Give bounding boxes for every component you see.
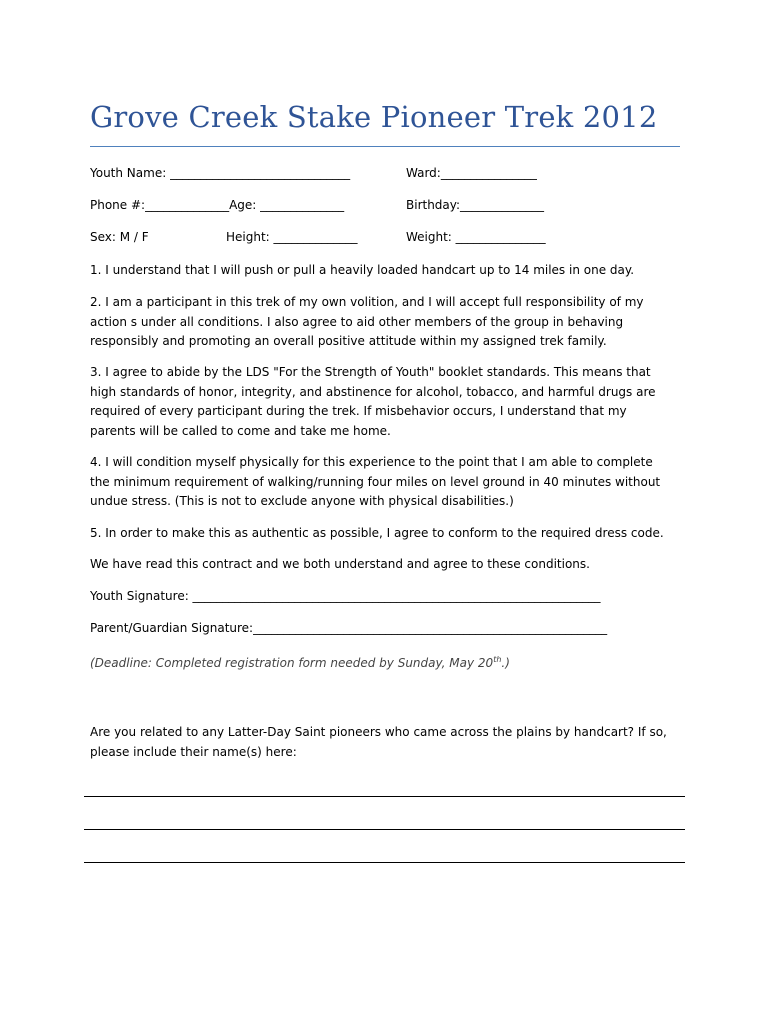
paragraph-5: 5. In order to make this as authentic as possible, I agree to conform to the required dress code. xyxy=(90,526,664,540)
pioneer-question: Are you related to any Latter-Day Saint pioneers who came across the plains by handcart? If so, please include their name(s) here: xyxy=(90,725,667,759)
youth-signature-line[interactable]: Youth Signature: ____________________________________________________________________ xyxy=(90,589,601,603)
deadline-suffix: .) xyxy=(501,656,510,670)
parent-signature-line[interactable]: Parent/Guardian Signature:___________________________________________________________ xyxy=(90,621,608,635)
agreement-text: We have read this contract and we both understand and agree to these conditions. xyxy=(90,557,590,571)
paragraph-1: 1. I understand that I will push or pull a heavily loaded handcart up to 14 miles in one day. xyxy=(90,263,635,277)
deadline-note xyxy=(90,655,510,670)
deadline-superscript: th xyxy=(493,655,502,664)
paragraph-2: 2. I am a participant in this trek of my own volition, and I will accept full responsibility of my action s under all conditions. I also agree to aid other members of the group in behaving responsibly and promoting an overall positive attitude within my assigned trek family. xyxy=(90,295,644,348)
height-field[interactable]: Height: ______________ xyxy=(226,230,358,244)
paragraph-4: 4. I will condition myself physically for this experience to the point that I am able to complete the minimum requirement of walking/running four miles on level ground in 40 minutes without undue stress. (This is not to exclude anyone with physical disabilities.) xyxy=(90,455,661,508)
page-title: Grove Creek Stake Pioneer Trek 2012 xyxy=(90,100,658,134)
youth-name-field[interactable]: Youth Name: ______________________________ xyxy=(90,166,351,180)
paragraph-3: 3. I agree to abide by the LDS "For the Strength of Youth" booklet standards. This means that high standards of honor, integrity, and abstinence for alcohol, tobacco, and harmful drugs are required of every participant during the trek. If misbehavior occurs, I understand that my parents will be called to come and take me home. xyxy=(90,365,656,438)
answer-line-3[interactable] xyxy=(84,862,685,863)
phone-age-field[interactable]: Phone #:______________Age: ______________ xyxy=(90,198,345,212)
answer-line-1[interactable] xyxy=(84,796,685,797)
ward-field[interactable]: Ward:________________ xyxy=(406,166,537,180)
title-divider xyxy=(90,146,680,147)
answer-line-2[interactable] xyxy=(84,829,685,830)
sex-field[interactable]: Sex: M / F xyxy=(90,230,149,244)
deadline-text: (Deadline: Completed registration form needed by Sunday, May 20 xyxy=(90,656,494,670)
birthday-field[interactable]: Birthday:______________ xyxy=(406,198,545,212)
weight-field[interactable]: Weight: _______________ xyxy=(406,230,546,244)
